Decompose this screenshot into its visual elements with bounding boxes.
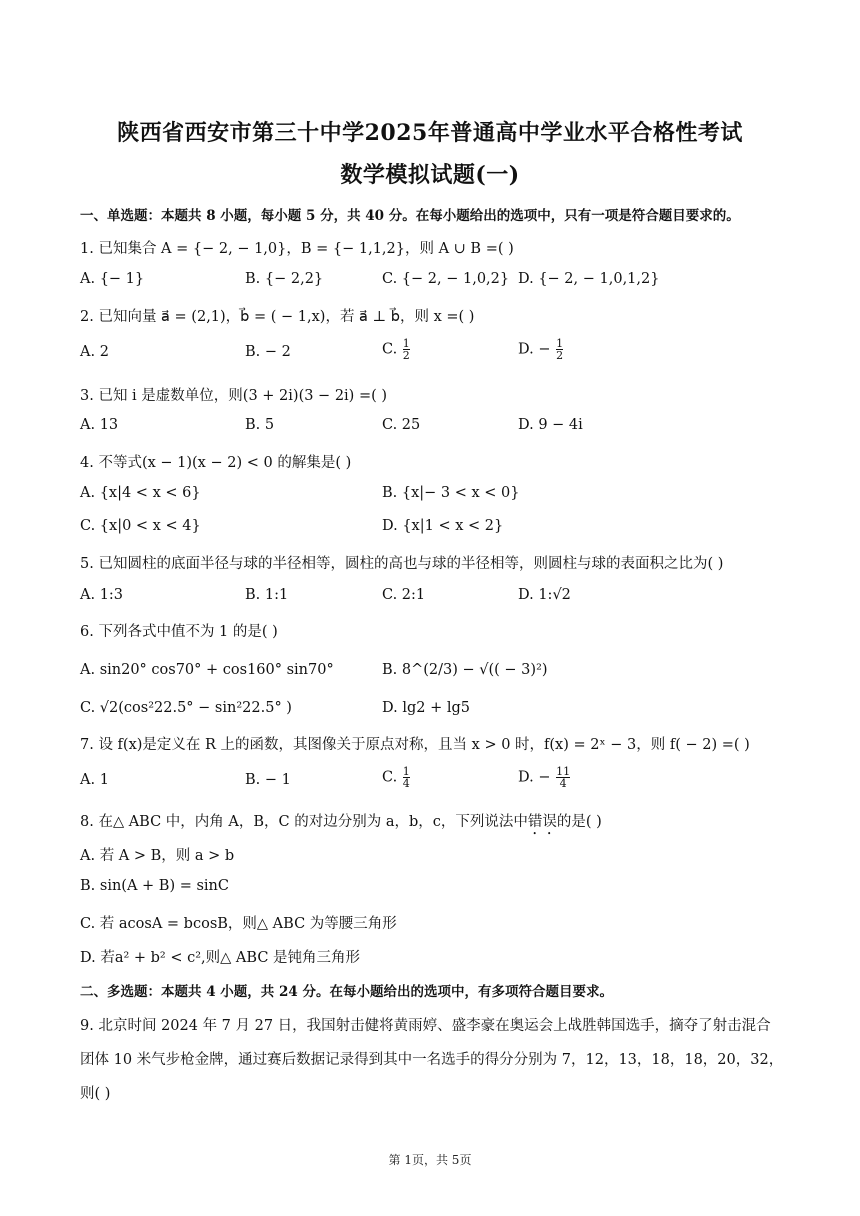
- q2-option-a: A. 2: [80, 344, 109, 360]
- q2-option-d: [518, 338, 564, 361]
- denominator: 4: [402, 777, 410, 790]
- question-2-stem: 2. 已知向量 a⃗ = (2,1)，b⃗ = ( − 1,x)，若 a⃗ ⊥ b⃗，则 x =( ): [80, 309, 475, 325]
- q1-option-c: C. {− 2, − 1,0,2}: [382, 271, 510, 287]
- q1-option-d: D. {− 2, − 1,0,1,2}: [518, 271, 660, 287]
- page-footer: 第 1页，共 5页: [388, 1153, 472, 1167]
- question-8-stem: [80, 810, 602, 838]
- q7-option-d-label: D. −: [518, 769, 556, 786]
- numerator: 1: [402, 765, 410, 778]
- q8-option-c: C. 若 acosA = bcosB，则△ ABC 为等腰三角形: [80, 916, 397, 932]
- q8-option-b: B. sin(A + B) = sinC: [80, 878, 229, 894]
- q4-option-d: D. {x|1 < x < 2}: [382, 518, 504, 534]
- denominator: 4: [559, 777, 567, 790]
- q8-stem-text: 8. 在△ ABC 中，内角 A，B，C 的对边分别为 a，b，c，下列说法中: [80, 814, 528, 830]
- q2-option-d-label: D. −: [518, 341, 556, 358]
- q5-option-d: D. 1:√2: [518, 587, 571, 603]
- q4-option-c: C. {x|0 < x < 4}: [80, 518, 201, 534]
- question-1-stem: 1. 已知集合 A = {− 2, − 1,0}，B = {− 1,1,2}，则 A ∪ B =( ): [80, 241, 514, 257]
- question-6-stem: 6. 下列各式中值不为 1 的是( ): [80, 624, 278, 640]
- q6-option-b: B. 8^(2/3) − √(( − 3)²): [382, 662, 548, 678]
- q7-option-d: [518, 766, 571, 789]
- q4-option-a: A. {x|4 < x < 6}: [80, 485, 201, 501]
- q1-option-b: B. {− 2,2}: [245, 271, 324, 287]
- q2-option-d-fraction: [556, 338, 563, 361]
- q7-option-c-fraction: [403, 766, 410, 789]
- q8-stem-end: 的是( ): [556, 814, 602, 830]
- q2-option-c-label: C.: [382, 341, 402, 358]
- question-3-stem: 3. 已知 i 是虚数单位，则(3 + 2i)(3 − 2i) =( ): [80, 388, 388, 404]
- q5-option-a: A. 1:3: [80, 587, 124, 603]
- q8-option-d: D. 若a² + b² < c²,则△ ABC 是钝角三角形: [80, 950, 361, 966]
- numerator: 1: [556, 337, 564, 350]
- denominator: 2: [556, 349, 564, 362]
- q6-option-c: C. √2(cos²22.5° − sin²22.5° ): [80, 700, 292, 716]
- q8-emphasis-word: 错误: [527, 814, 557, 830]
- q7-option-d-fraction: [556, 766, 570, 789]
- q7-option-b: B. − 1: [245, 772, 291, 788]
- q6-option-d: D. lg2 + lg5: [382, 700, 470, 716]
- numerator: 11: [556, 765, 571, 778]
- denominator: 2: [402, 349, 410, 362]
- q2-option-c: [382, 338, 411, 361]
- q3-option-b: B. 5: [245, 417, 275, 433]
- question-9-line2: 团体 10 米气步枪金牌，通过赛后数据记录得到其中一名选手的得分分别为 7，12，13，18，18，20，32，: [80, 1052, 784, 1068]
- q5-option-b: B. 1:1: [245, 587, 289, 603]
- q3-option-a: A. 13: [80, 417, 119, 433]
- q7-option-c: [382, 766, 411, 789]
- question-9-line3: 则( ): [80, 1086, 111, 1102]
- q5-option-c: C. 2:1: [382, 587, 426, 603]
- q7-option-c-label: C.: [382, 769, 402, 786]
- q3-option-c: C. 25: [382, 417, 421, 433]
- question-4-stem: 4. 不等式(x − 1)(x − 2) < 0 的解集是( ): [80, 455, 352, 471]
- q6-option-a: A. sin20° cos70° + cos160° sin70°: [80, 662, 334, 678]
- section1-heading: 一、单选题：本题共 8 小题，每小题 5 分，共 40 分。在每小题给出的选项中，只有一项是符合题目要求的。: [80, 208, 740, 224]
- question-7-stem: 7. 设 f(x)是定义在 R 上的函数，其图像关于原点对称，且当 x > 0 时，f(x) = 2ˣ − 3，则 f( − 2) =( ): [80, 737, 750, 753]
- question-5-stem: 5. 已知圆柱的底面半径与球的半径相等，圆柱的高也与球的半径相等，则圆柱与球的表面积之比为( ): [80, 556, 724, 572]
- q7-option-a: A. 1: [80, 772, 109, 788]
- q3-option-d: D. 9 − 4i: [518, 417, 583, 433]
- q8-option-a: A. 若 A > B，则 a > b: [80, 848, 235, 864]
- question-9-line1: 9. 北京时间 2024 年 7 月 27 日，我国射击健将黄雨婷、盛李豪在奥运会上战胜韩国选手，摘夺了射击混合: [80, 1018, 771, 1034]
- numerator: 1: [402, 337, 410, 350]
- q2-option-c-fraction: [403, 338, 410, 361]
- page-title: 陕西省西安市第三十中学2025年普通高中学业水平合格性考试: [117, 120, 743, 146]
- page-subtitle: 数学模拟试题(一): [340, 162, 520, 188]
- q2-option-b: B. − 2: [245, 344, 291, 360]
- q4-option-b: B. {x|− 3 < x < 0}: [382, 485, 520, 501]
- section2-heading: 二、多选题：本题共 4 小题，共 24 分。在每小题给出的选项中，有多项符合题目要求。: [80, 984, 613, 1000]
- q1-option-a: A. {− 1}: [80, 271, 145, 287]
